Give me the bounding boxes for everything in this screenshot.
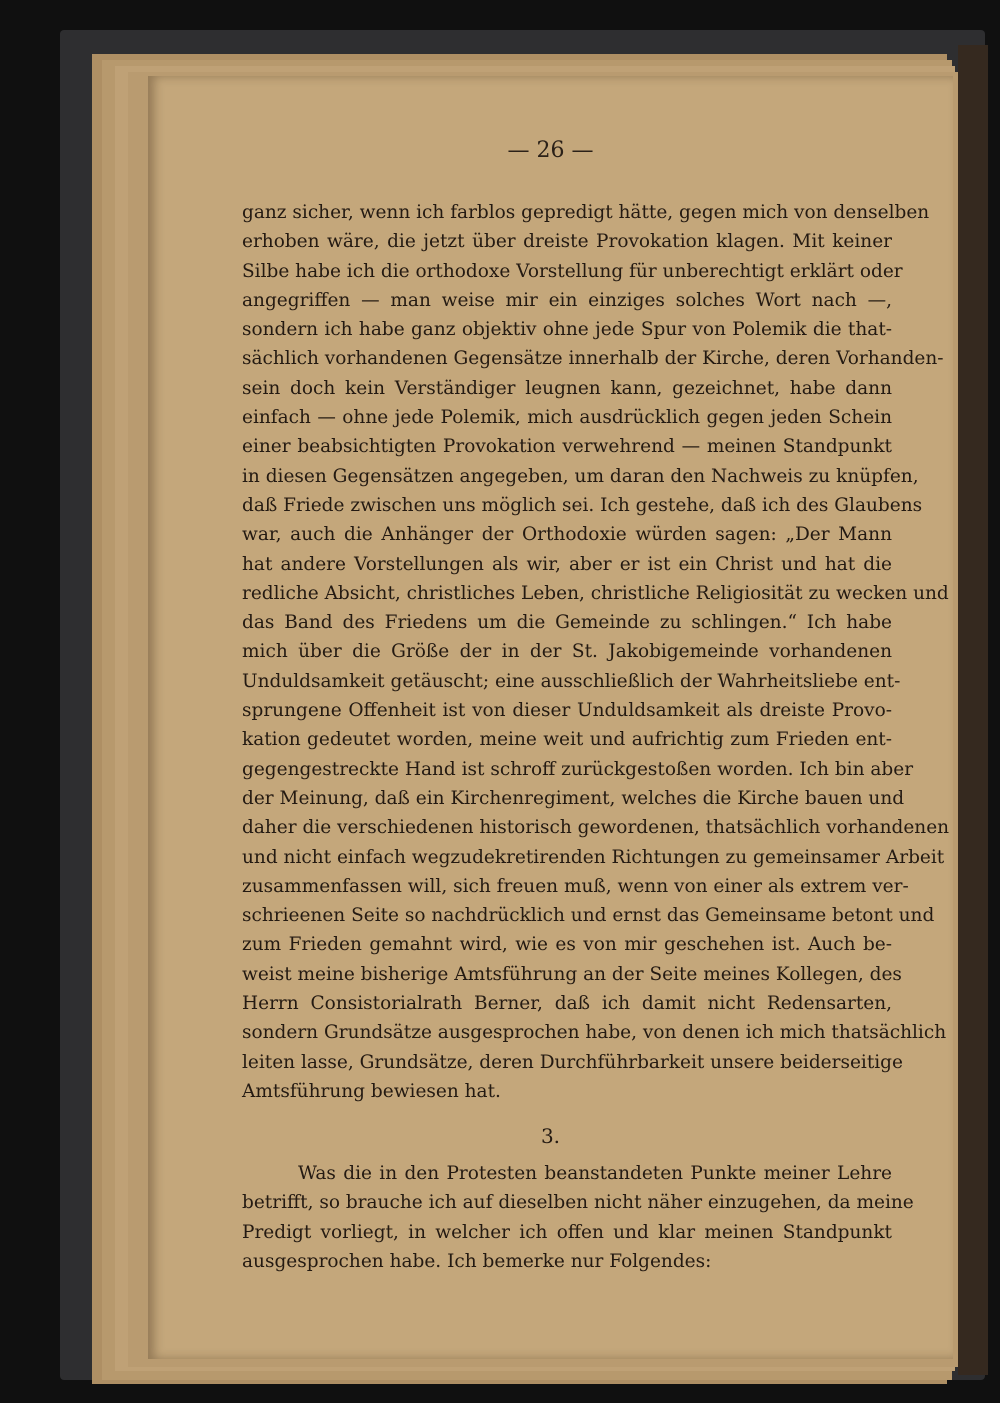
text-line: sondern ich habe ganz objektiv ohne jede Spur von Polemik die that- bbox=[242, 319, 892, 341]
text-line: Amtsführung bewiesen hat. bbox=[242, 1080, 501, 1102]
text-line: zum Frieden gemahnt wird, wie es von mir geschehen ist. Auch be- bbox=[242, 934, 892, 956]
text-line: Unduldsamkeit getäuscht; eine ausschließlich der Wahrheitsliebe ent- bbox=[242, 670, 901, 692]
section-number: 3. bbox=[540, 1124, 561, 1148]
book-spine bbox=[958, 45, 988, 1375]
text-line: betrifft, so brauche ich auf dieselben nicht näher einzugehen, da meine bbox=[242, 1192, 914, 1214]
text-line: einer beabsichtigten Provokation verwehrend — meinen Standpunkt bbox=[242, 436, 892, 458]
text-line: schrieenen Seite so nachdrücklich und ernst das Gemeinsame betont und bbox=[242, 905, 935, 927]
text-line: der Meinung, daß ein Kirchenregiment, welches die Kirche bauen und bbox=[242, 787, 905, 809]
text-line: weist meine bisherige Amtsführung an der Seite meines Kollegen, des bbox=[242, 963, 902, 985]
text-line: zusammenfassen will, sich freuen muß, wenn von einer als extrem ver- bbox=[242, 875, 909, 897]
text-line: hat andere Vorstellungen als wir, aber er ist ein Christ und hat die bbox=[242, 553, 892, 575]
text-line: und nicht einfach wegzudekretirenden Richtungen zu gemeinsamer Arbeit bbox=[242, 846, 945, 868]
text-line: ganz sicher, wenn ich farblos gepredigt hätte, gegen mich von denselben bbox=[242, 202, 930, 223]
text-line: in diesen Gegensätzen angegeben, um daran den Nachweis zu knüpfen, bbox=[242, 465, 919, 487]
book-page bbox=[148, 76, 953, 1359]
text-line: Predigt vorliegt, in welcher ich offen und klar meinen Standpunkt bbox=[242, 1221, 892, 1243]
text-line: sondern Grundsätze ausgesprochen habe, von denen ich mich thatsächlich bbox=[242, 1022, 947, 1044]
text-line: einfach — ohne jede Polemik, mich ausdrücklich gegen jeden Schein bbox=[242, 407, 892, 429]
text-line: das Band des Friedens um die Gemeinde zu schlingen.“ Ich habe bbox=[242, 612, 892, 634]
text-line: daß Friede zwischen uns möglich sei. Ich gestehe, daß ich des Glaubens bbox=[242, 494, 923, 516]
text-line: sprungene Offenheit ist von dieser Unduldsamkeit als dreiste Provo- bbox=[242, 700, 892, 722]
section-paragraph bbox=[242, 1159, 914, 1276]
text-line: redliche Absicht, christliches Leben, christliche Religiosität zu wecken und bbox=[242, 582, 949, 604]
text-line: ausgesprochen habe. Ich bemerke nur Folgendes: bbox=[242, 1250, 712, 1272]
text-line: erhoben wäre, die jetzt über dreiste Provokation klagen. Mit keiner bbox=[242, 231, 892, 253]
text-line: sächlich vorhandenen Gegensätze innerhalb der Kirche, deren Vorhanden- bbox=[242, 348, 944, 370]
page-number-header: — 26 — bbox=[507, 138, 594, 163]
text-line: Herrn Consistorialrath Berner, daß ich damit nicht Redensarten, bbox=[242, 993, 892, 1015]
body-paragraph bbox=[242, 198, 950, 1106]
text-line: sein doch kein Verständiger leugnen kann, gezeichnet, habe dann bbox=[242, 377, 892, 399]
text-line: Was die in den Protesten beanstandeten Punkte meiner Lehre bbox=[298, 1163, 892, 1184]
text-line: angegriffen — man weise mir ein einziges solches Wort nach —, bbox=[242, 289, 892, 311]
text-line: mich über die Größe der in der St. Jakobigemeinde vorhandenen bbox=[242, 641, 892, 663]
text-line: war, auch die Anhänger der Orthodoxie würden sagen: „Der Mann bbox=[242, 524, 892, 546]
text-line: leiten lasse, Grundsätze, deren Durchführbarkeit unsere beiderseitige bbox=[242, 1051, 903, 1073]
text-line: gegengestreckte Hand ist schroff zurückgestoßen worden. Ich bin aber bbox=[242, 758, 914, 780]
text-line: daher die verschiedenen historisch gewordenen, thatsächlich vorhandenen bbox=[242, 817, 950, 839]
text-line: kation gedeutet worden, meine weit und aufrichtig zum Frieden ent- bbox=[242, 729, 892, 751]
text-line: Silbe habe ich die orthodoxe Vorstellung für unberechtigt erklärt oder bbox=[242, 260, 903, 282]
